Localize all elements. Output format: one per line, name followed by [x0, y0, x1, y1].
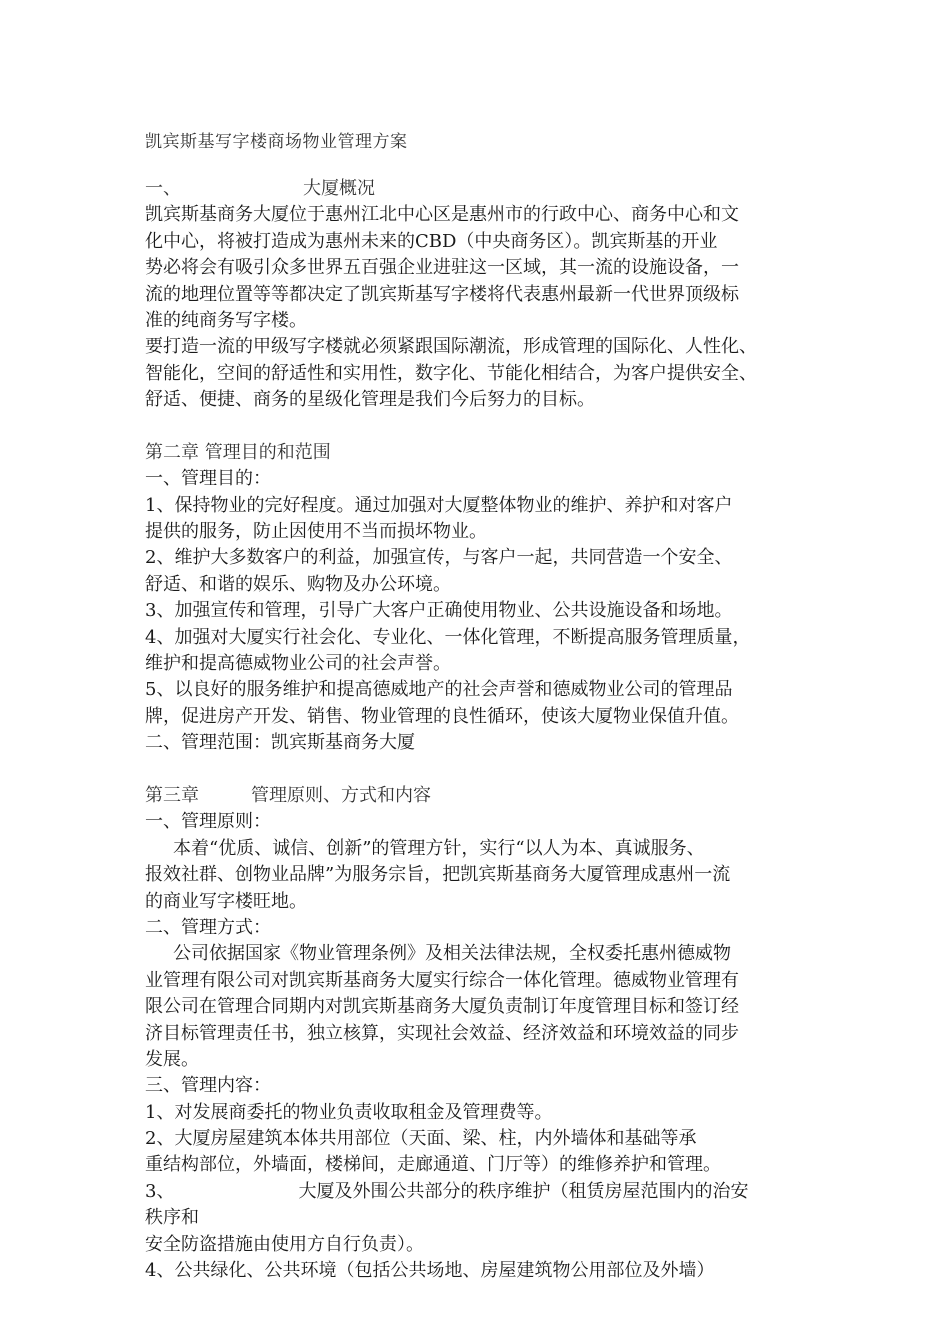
list-line: 3、加强宣传和管理，引导广大客户正确使用物业、公共设施设备和场地。 [145, 600, 733, 622]
chapter-heading-2: 第二章 管理目的和范围 [145, 441, 331, 463]
paragraph-line: 济目标管理责任书，独立核算，实现社会效益、经济效益和环境效益的同步 [145, 1022, 739, 1044]
paragraph-line: 公司依据国家《物业管理条例》及相关法律法规，全权委托惠州德威物 [173, 943, 731, 965]
blank-line [145, 757, 825, 783]
subsection-heading: 一、管理原则： [145, 811, 271, 833]
subsection-heading: 二、管理范围：凯宾斯基商务大厦 [145, 732, 415, 754]
list-line: 1、对发展商委托的物业负责收取租金及管理费等。 [145, 1101, 553, 1123]
paragraph-line: 准的纯商务写字楼。 [145, 309, 307, 331]
blank-line [145, 414, 825, 440]
list-line: 4、加强对大厦实行社会化、专业化、一体化管理，不断提高服务管理质量， [145, 626, 751, 648]
list-line: 维护和提高德威物业公司的社会声誉。 [145, 653, 451, 675]
list-line: 提供的服务，防止因使用不当而损坏物业。 [145, 521, 487, 543]
section-title: 大厦概况 [303, 178, 375, 199]
list-line: 1、保持物业的完好程度。通过加强对大厦整体物业的维护、养护和对客户 [145, 494, 733, 516]
list-line: 舒适、和谐的娱乐、购物及办公环境。 [145, 573, 451, 595]
list-line: 4、公共绿化、公共环境（包括公共场地、房屋建筑物公用部位及外墙） [145, 1260, 715, 1282]
paragraph-line: 本着“优质、诚信、创新”的管理方针，实行“以人为本、真诚服务、 [173, 837, 705, 859]
list-line: 安全防盗措施由使用方自行负责）。 [145, 1233, 424, 1255]
list-number: 3、 [145, 1180, 175, 1202]
chapter-title: 管理原则、方式和内容 [251, 784, 431, 806]
paragraph-line: 舒适、便捷、商务的星级化管理是我们今后努力的目标。 [145, 389, 595, 411]
list-line: 5、以良好的服务维护和提高德威地产的社会声誉和德威物业公司的管理品 [145, 679, 733, 701]
list-line: 秩序和 [145, 1207, 199, 1229]
paragraph-line: 势必将会有吸引众多世界五百强企业进驻这一区域，其一流的设施设备，一 [145, 257, 739, 279]
list-line [145, 1179, 825, 1205]
section-heading-overview [145, 176, 825, 202]
chapter-heading-3 [145, 783, 825, 809]
subsection-heading: 二、管理方式： [145, 916, 271, 938]
list-line: 2、维护大多数客户的利益，加强宣传，与客户一起，共同营造一个安全、 [145, 547, 733, 569]
list-line: 2、大厦房屋建筑本体共用部位（天面、梁、柱，内外墙体和基础等承 [145, 1128, 697, 1150]
paragraph-line: 智能化，空间的舒适性和实用性，数字化、节能化相结合，为客户提供安全、 [145, 362, 757, 384]
paragraph-line: 的商业写字楼旺地。 [145, 890, 307, 912]
paragraph-line: 要打造一流的甲级写字楼就必须紧跟国际潮流，形成管理的国际化、人性化、 [145, 336, 757, 358]
list-line: 牌，促进房产开发、销售、物业管理的良性循环，使该大厦物业保值升值。 [145, 705, 739, 727]
paragraph-line: 化中心，将被打造成为惠州未来的CBD（中央商务区）。凯宾斯基的开业 [145, 230, 718, 252]
paragraph-line: 报效社群、创物业品牌”为服务宗旨，把凯宾斯基商务大厦管理成惠州一流 [145, 864, 731, 886]
document-body [145, 176, 825, 1284]
subsection-heading: 三、管理内容： [145, 1075, 271, 1097]
paragraph-line: 流的地理位置等等都决定了凯宾斯基写字楼将代表惠州最新一代世界顶级标 [145, 283, 739, 305]
chapter-number: 第三章 [145, 784, 199, 806]
section-number: 一、 [145, 178, 181, 199]
paragraph-line: 限公司在管理合同期内对凯宾斯基商务大厦负责制订年度管理目标和签订经 [145, 996, 739, 1018]
paragraph-line: 发展。 [145, 1048, 199, 1070]
subsection-heading: 一、管理目的： [145, 468, 271, 490]
list-text: 大厦及外围公共部分的秩序维护（租赁房屋范围内的治安 [298, 1180, 749, 1202]
document-title: 凯宾斯基写字楼商场物业管理方案 [145, 132, 408, 152]
paragraph-line: 凯宾斯基商务大厦位于惠州江北中心区是惠州市的行政中心、商务中心和文 [145, 204, 739, 226]
paragraph-line: 业管理有限公司对凯宾斯基商务大厦实行综合一体化管理。德威物业管理有 [145, 969, 739, 991]
list-line: 重结构部位，外墙面，楼梯间，走廊通道、门厅等）的维修养护和管理。 [145, 1154, 721, 1176]
